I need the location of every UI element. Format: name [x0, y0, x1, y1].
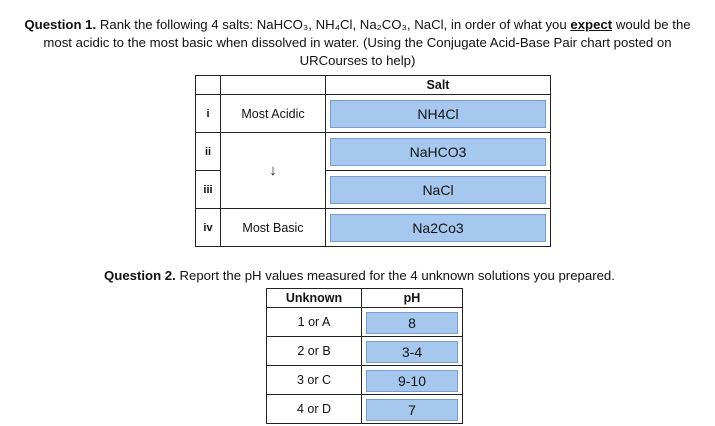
arrow-cell	[221, 133, 326, 209]
ph-cell	[362, 308, 463, 337]
ph-field[interactable]: 8	[366, 312, 458, 334]
header-empty	[196, 76, 221, 95]
row-label: Most Acidic	[221, 95, 326, 133]
header-unknown: Unknown	[267, 289, 362, 308]
question-2-label: Question 2.	[104, 268, 176, 283]
header-ph: pH	[362, 289, 463, 308]
salt-cell	[326, 171, 551, 209]
row-label: Most Basic	[221, 209, 326, 247]
ph-field[interactable]: 3-4	[366, 341, 458, 363]
salt-cell	[326, 95, 551, 133]
question-1-expect: expect	[570, 17, 613, 32]
ph-table-header	[267, 289, 463, 308]
row-number: iii	[196, 171, 221, 209]
question-1	[0, 16, 715, 70]
ph-cell	[362, 337, 463, 366]
table-row	[267, 308, 463, 337]
salt-field[interactable]: NH4Cl	[330, 100, 546, 128]
salt-cell	[326, 133, 551, 171]
header-salt: Salt	[326, 76, 551, 95]
ph-cell	[362, 366, 463, 395]
table-row	[196, 209, 551, 247]
table-row	[267, 395, 463, 424]
row-number: ii	[196, 133, 221, 171]
row-number: iv	[196, 209, 221, 247]
ph-field[interactable]: 7	[366, 399, 458, 421]
table-row	[196, 133, 551, 171]
unknown-cell: 4 or D	[267, 395, 362, 424]
salt-field[interactable]: NaCl	[330, 176, 546, 204]
ph-table	[266, 288, 463, 424]
salt-cell	[326, 209, 551, 247]
question-2-text: Report the pH values measured for the 4 unknown solutions you prepared.	[175, 268, 615, 283]
row-number: i	[196, 95, 221, 133]
ph-cell	[362, 395, 463, 424]
unknown-cell: 2 or B	[267, 337, 362, 366]
down-arrow-icon: ↓	[269, 162, 277, 179]
unknown-cell: 1 or A	[267, 308, 362, 337]
unknown-cell: 3 or C	[267, 366, 362, 395]
salt-field[interactable]: Na2Co3	[330, 214, 546, 242]
rank-table	[195, 75, 551, 247]
question-1-label: Question 1.	[24, 17, 97, 32]
ph-field[interactable]: 9-10	[366, 370, 458, 392]
rank-table-header	[196, 76, 551, 95]
question-1-text-b: would be the	[612, 17, 691, 32]
table-row	[267, 366, 463, 395]
question-1-line-3: URCourses to help)	[299, 53, 416, 68]
question-2	[104, 268, 615, 283]
table-row	[267, 337, 463, 366]
header-empty	[221, 76, 326, 95]
question-1-line-2: most acidic to the most basic when dissolved in water. (Using the Conjugate Acid-Base Pair chart posted on	[43, 35, 672, 50]
question-1-text-a: Rank the following 4 salts: NaHCO₃, NH₄Cl, Na₂CO₃, NaCl, in order of what you	[96, 17, 571, 32]
question-1-line-1	[0, 16, 715, 34]
table-row	[196, 95, 551, 133]
salt-field[interactable]: NaHCO3	[330, 138, 546, 166]
